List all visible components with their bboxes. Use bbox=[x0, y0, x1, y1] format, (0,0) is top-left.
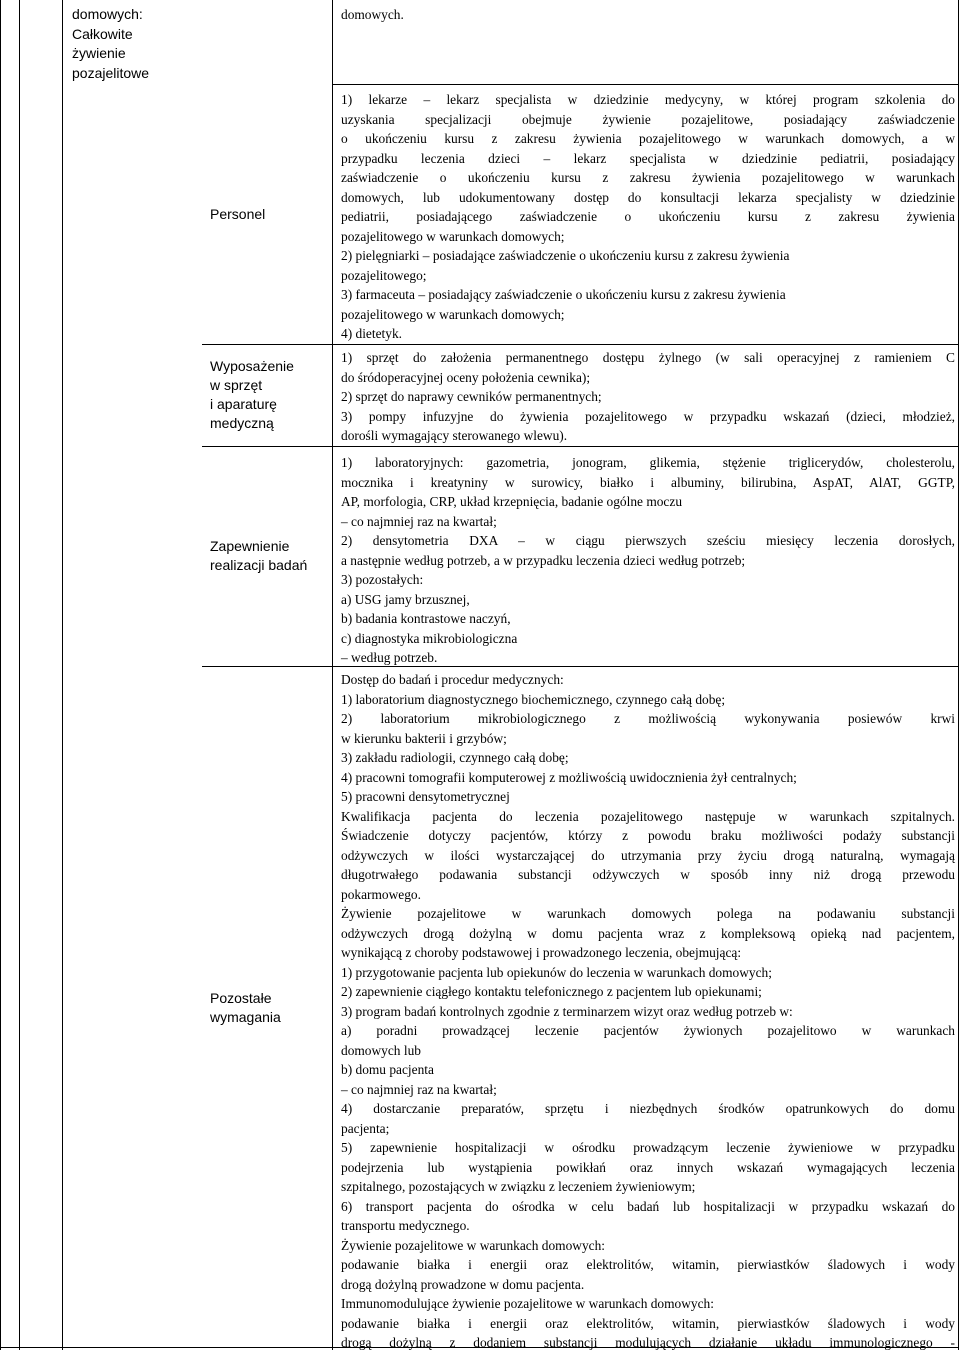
text-line: Zapewnienie bbox=[210, 538, 290, 554]
table-second-column-border bbox=[62, 0, 63, 1350]
text-line: transportu medycznego. bbox=[341, 1218, 470, 1233]
row-divider bbox=[202, 446, 959, 447]
table-first-column-border bbox=[19, 0, 20, 1350]
text-line: 4) dietetyk. bbox=[341, 326, 402, 341]
text-line: 5) zapewnienie hospitalizacji w ośrodku prowadzącym leczenie żywieniowe w przypadku bbox=[341, 1140, 955, 1155]
text-line: pozajelitowego; bbox=[341, 267, 427, 283]
text-line: drogą dożylną z dodaniem substancji modulujących działanie układu immunologicznego - bbox=[341, 1335, 955, 1350]
text-line: Dostęp do badań i procedur medycznych: bbox=[341, 672, 564, 687]
cell-top bbox=[341, 5, 955, 25]
text-line: 4) dostarczanie preparatów, sprzętu i niezbędnych środków opatrunkowych do domu bbox=[341, 1101, 955, 1116]
text-line: pacjenta; bbox=[341, 1120, 390, 1136]
text-line: Całkowite bbox=[72, 25, 133, 42]
text-line: odżywczych drogą dożylną w domu pacjenta wraz z kompleksową opieką nad pacjentem, bbox=[341, 925, 955, 941]
text-line: mocznika i kreatyniny w surowicy, białko i albuminy, bilirubina, AspAT, AlAT, GGTP, bbox=[341, 474, 955, 490]
text-line: pozajelitowego w warunkach domowych; bbox=[341, 228, 565, 244]
text-line: przypadku leczenia dzieci – lekarz specjalista w dziedzinie pediatrii, posiadający bbox=[341, 150, 955, 166]
text-line: – co najmniej raz na kwartał; bbox=[341, 1081, 497, 1097]
text-line: 1) laboratoryjnych: gazometria, jonogram, glikemia, stężenie triglicerydów, cholesterolu, bbox=[341, 455, 955, 470]
text-line: i aparaturę bbox=[210, 396, 277, 412]
text-line: w sprzęt bbox=[210, 377, 263, 393]
text-line: – co najmniej raz na kwartał; bbox=[341, 513, 497, 529]
text-line: 3) program badań kontrolnych zgodnie z terminarzem wizyt oraz według potrzeb w: bbox=[341, 1003, 793, 1019]
text-line: wymagania bbox=[210, 1009, 281, 1025]
text-line: b) domu pacjenta bbox=[341, 1062, 434, 1077]
text-line: długotrwałego podawania substancji odżywczych w sposób inny niż drogą przewodu bbox=[341, 867, 955, 882]
cell-pozostale bbox=[341, 670, 955, 1353]
text-line: do śródoperacyjnej oceny położenia cewnika); bbox=[341, 369, 591, 385]
text-line: podawanie białka i energii oraz elektrolitów, witamin, pierwiastków śladowych i wody bbox=[341, 1257, 955, 1272]
text-line: szpitalnego, pozostających w związku z leczeniem żywieniowym; bbox=[341, 1179, 696, 1194]
text-line: 3) farmaceuta – posiadający zaświadczenie o ukończeniu kursu z zakresu żywienia bbox=[341, 287, 786, 302]
text-line: drogą dożylną prowadzone w domu pacjenta. bbox=[341, 1276, 585, 1292]
cell-badania bbox=[341, 453, 955, 668]
table-label-column-border bbox=[332, 0, 333, 1350]
label-wyposazenie bbox=[210, 357, 318, 433]
text-line: realizacji badań bbox=[210, 557, 308, 573]
text-line: a) USG jamy brzusznej, bbox=[341, 591, 470, 607]
label-top bbox=[72, 5, 180, 83]
label-personel bbox=[210, 205, 318, 224]
cell-personel bbox=[341, 90, 955, 344]
text-line: a) poradni prowadzącej leczenie pacjentów żywionych pozajelitowo w warunkach bbox=[341, 1023, 955, 1038]
text-line: 6) transport pacjenta do ośrodka w celu badań lub hospitalizacji w przypadku wskazań do bbox=[341, 1198, 955, 1214]
text-line: Immunomodulujące żywienie pozajelitowe w warunkach domowych: bbox=[341, 1296, 714, 1311]
row-divider bbox=[202, 344, 959, 345]
text-line: 5) pracowni densytometrycznej bbox=[341, 789, 510, 804]
text-line: domowych lub bbox=[341, 1042, 421, 1058]
text-line: Żywienie pozajelitowe w warunkach domowych: bbox=[341, 1237, 606, 1253]
text-line: Wyposażenie bbox=[210, 358, 294, 374]
text-line: domowych, lub udokumentowany dostęp do konsultacji lekarza specjalisty w dziedzinie bbox=[341, 189, 955, 205]
text-line: domowych: bbox=[72, 6, 143, 22]
text-line: domowych. bbox=[341, 7, 404, 22]
text-line: pokarmowego. bbox=[341, 886, 421, 902]
cell-wyposazenie bbox=[341, 348, 955, 446]
text-line: 3) zakładu radiologii, czynnego całą dobę; bbox=[341, 750, 569, 765]
text-line: podejrzenia lub wystąpienia powikłań oraz innych wskazań wymagających leczenia bbox=[341, 1159, 955, 1175]
row-divider bbox=[332, 84, 959, 85]
text-line: wynikającą z choroby podstawowej i prowadzonego leczenia, obejmującą: bbox=[341, 945, 742, 960]
text-line: 3) pozostałych: bbox=[341, 572, 424, 587]
text-line: Żywienie pozajelitowe w warunkach domowych polega na podawaniu substancji bbox=[341, 906, 955, 921]
text-line: 1) lekarze – lekarz specjalista w dziedzinie medycyny, w której program szkolenia do bbox=[341, 92, 955, 107]
text-line: AP, morfologia, CRP, układ krzepnięcia, badanie ogólne moczu bbox=[341, 494, 683, 509]
text-line: pediatrii, posiadającego zaświadczenie o ukończeniu kursu z zakresu żywienia bbox=[341, 209, 955, 224]
text-line: odżywczych w ilości wystarczającej do utrzymania przy życiu drogą naturalną, wymagają bbox=[341, 847, 955, 863]
text-line: w kierunku bakterii i grzybów; bbox=[341, 730, 507, 746]
text-line: pozajelitowego w warunkach domowych; bbox=[341, 306, 565, 322]
text-line: Świadczenie dotyczy pacjentów, którzy z powodu braku możliwości podaży substancji bbox=[341, 828, 955, 843]
text-line: 2) zapewnienie ciągłego kontaktu telefonicznego z pacjentem lub opiekunami; bbox=[341, 984, 762, 999]
text-line: uzyskania specjalizacji obejmuje żywienie pozajelitowe, posiadający zaświadczenie bbox=[341, 111, 955, 127]
text-line: b) badania kontrastowe naczyń, bbox=[341, 611, 511, 626]
text-line: żywienie bbox=[72, 45, 126, 61]
text-line: c) diagnostyka mikrobiologiczna bbox=[341, 630, 518, 646]
text-line: 2) laboratorium mikrobiologicznego z możliwością wykonywania posiewów krwi bbox=[341, 711, 955, 726]
text-line: 1) sprzęt do założenia permanentnego dostępu żylnego (w sali operacyjnej z ramieniem C bbox=[341, 350, 955, 365]
text-line: 2) pielęgniarki – posiadające zaświadczenie o ukończeniu kursu z zakresu żywienia bbox=[341, 248, 790, 263]
text-line: dorośli wymagający sterowanego wlewu). bbox=[341, 428, 568, 443]
text-line: 2) sprzęt do naprawy cewników permanentnych; bbox=[341, 389, 602, 404]
text-line: Pozostałe bbox=[210, 990, 272, 1006]
text-line: a następnie według potrzeb, a w przypadku leczenia dzieci według potrzeb; bbox=[341, 552, 746, 568]
text-line: pozajelitowe bbox=[72, 64, 150, 81]
text-line: Kwalifikacja pacjenta do leczenia pozajelitowego następuje w warunkach szpitalnych. bbox=[341, 808, 955, 824]
label-pozostale bbox=[210, 989, 318, 1027]
text-line: 3) pompy infuzyjne do żywienia pozajelitowego w przypadku wskazań (dzieci, młodzież, bbox=[341, 408, 955, 424]
text-line: 1) przygotowanie pacjenta lub opiekunów do leczenia w warunkach domowych; bbox=[341, 964, 772, 980]
label-badania bbox=[210, 537, 318, 575]
text-line: 1) laboratorium diagnostycznego biochemicznego, czynnego całą dobę; bbox=[341, 691, 726, 707]
text-line: medyczną bbox=[210, 415, 274, 431]
text-line: 2) densytometria DXA – w ciągu pierwszych sześciu miesięcy leczenia dorosłych, bbox=[341, 533, 955, 548]
text-line: 4) pracowni tomografii komputerowej z możliwością uwidocznienia żył centralnych; bbox=[341, 769, 797, 785]
table-right-border bbox=[958, 0, 959, 1350]
text-line: – według potrzeb. bbox=[341, 650, 438, 665]
text-line: o ukończeniu kursu z zakresu żywienia pozajelitowego w warunkach domowych, a w bbox=[341, 131, 955, 146]
text-line: podawanie białka i energii oraz elektrolitów, witamin, pierwiastków śladowych i wody bbox=[341, 1315, 955, 1331]
table-left-border bbox=[0, 0, 1, 1350]
text-line: Personel bbox=[210, 206, 266, 222]
text-line: zaświadczenie o ukończeniu kursu z zakresu żywienia pozajelitowego w warunkach bbox=[341, 170, 955, 185]
